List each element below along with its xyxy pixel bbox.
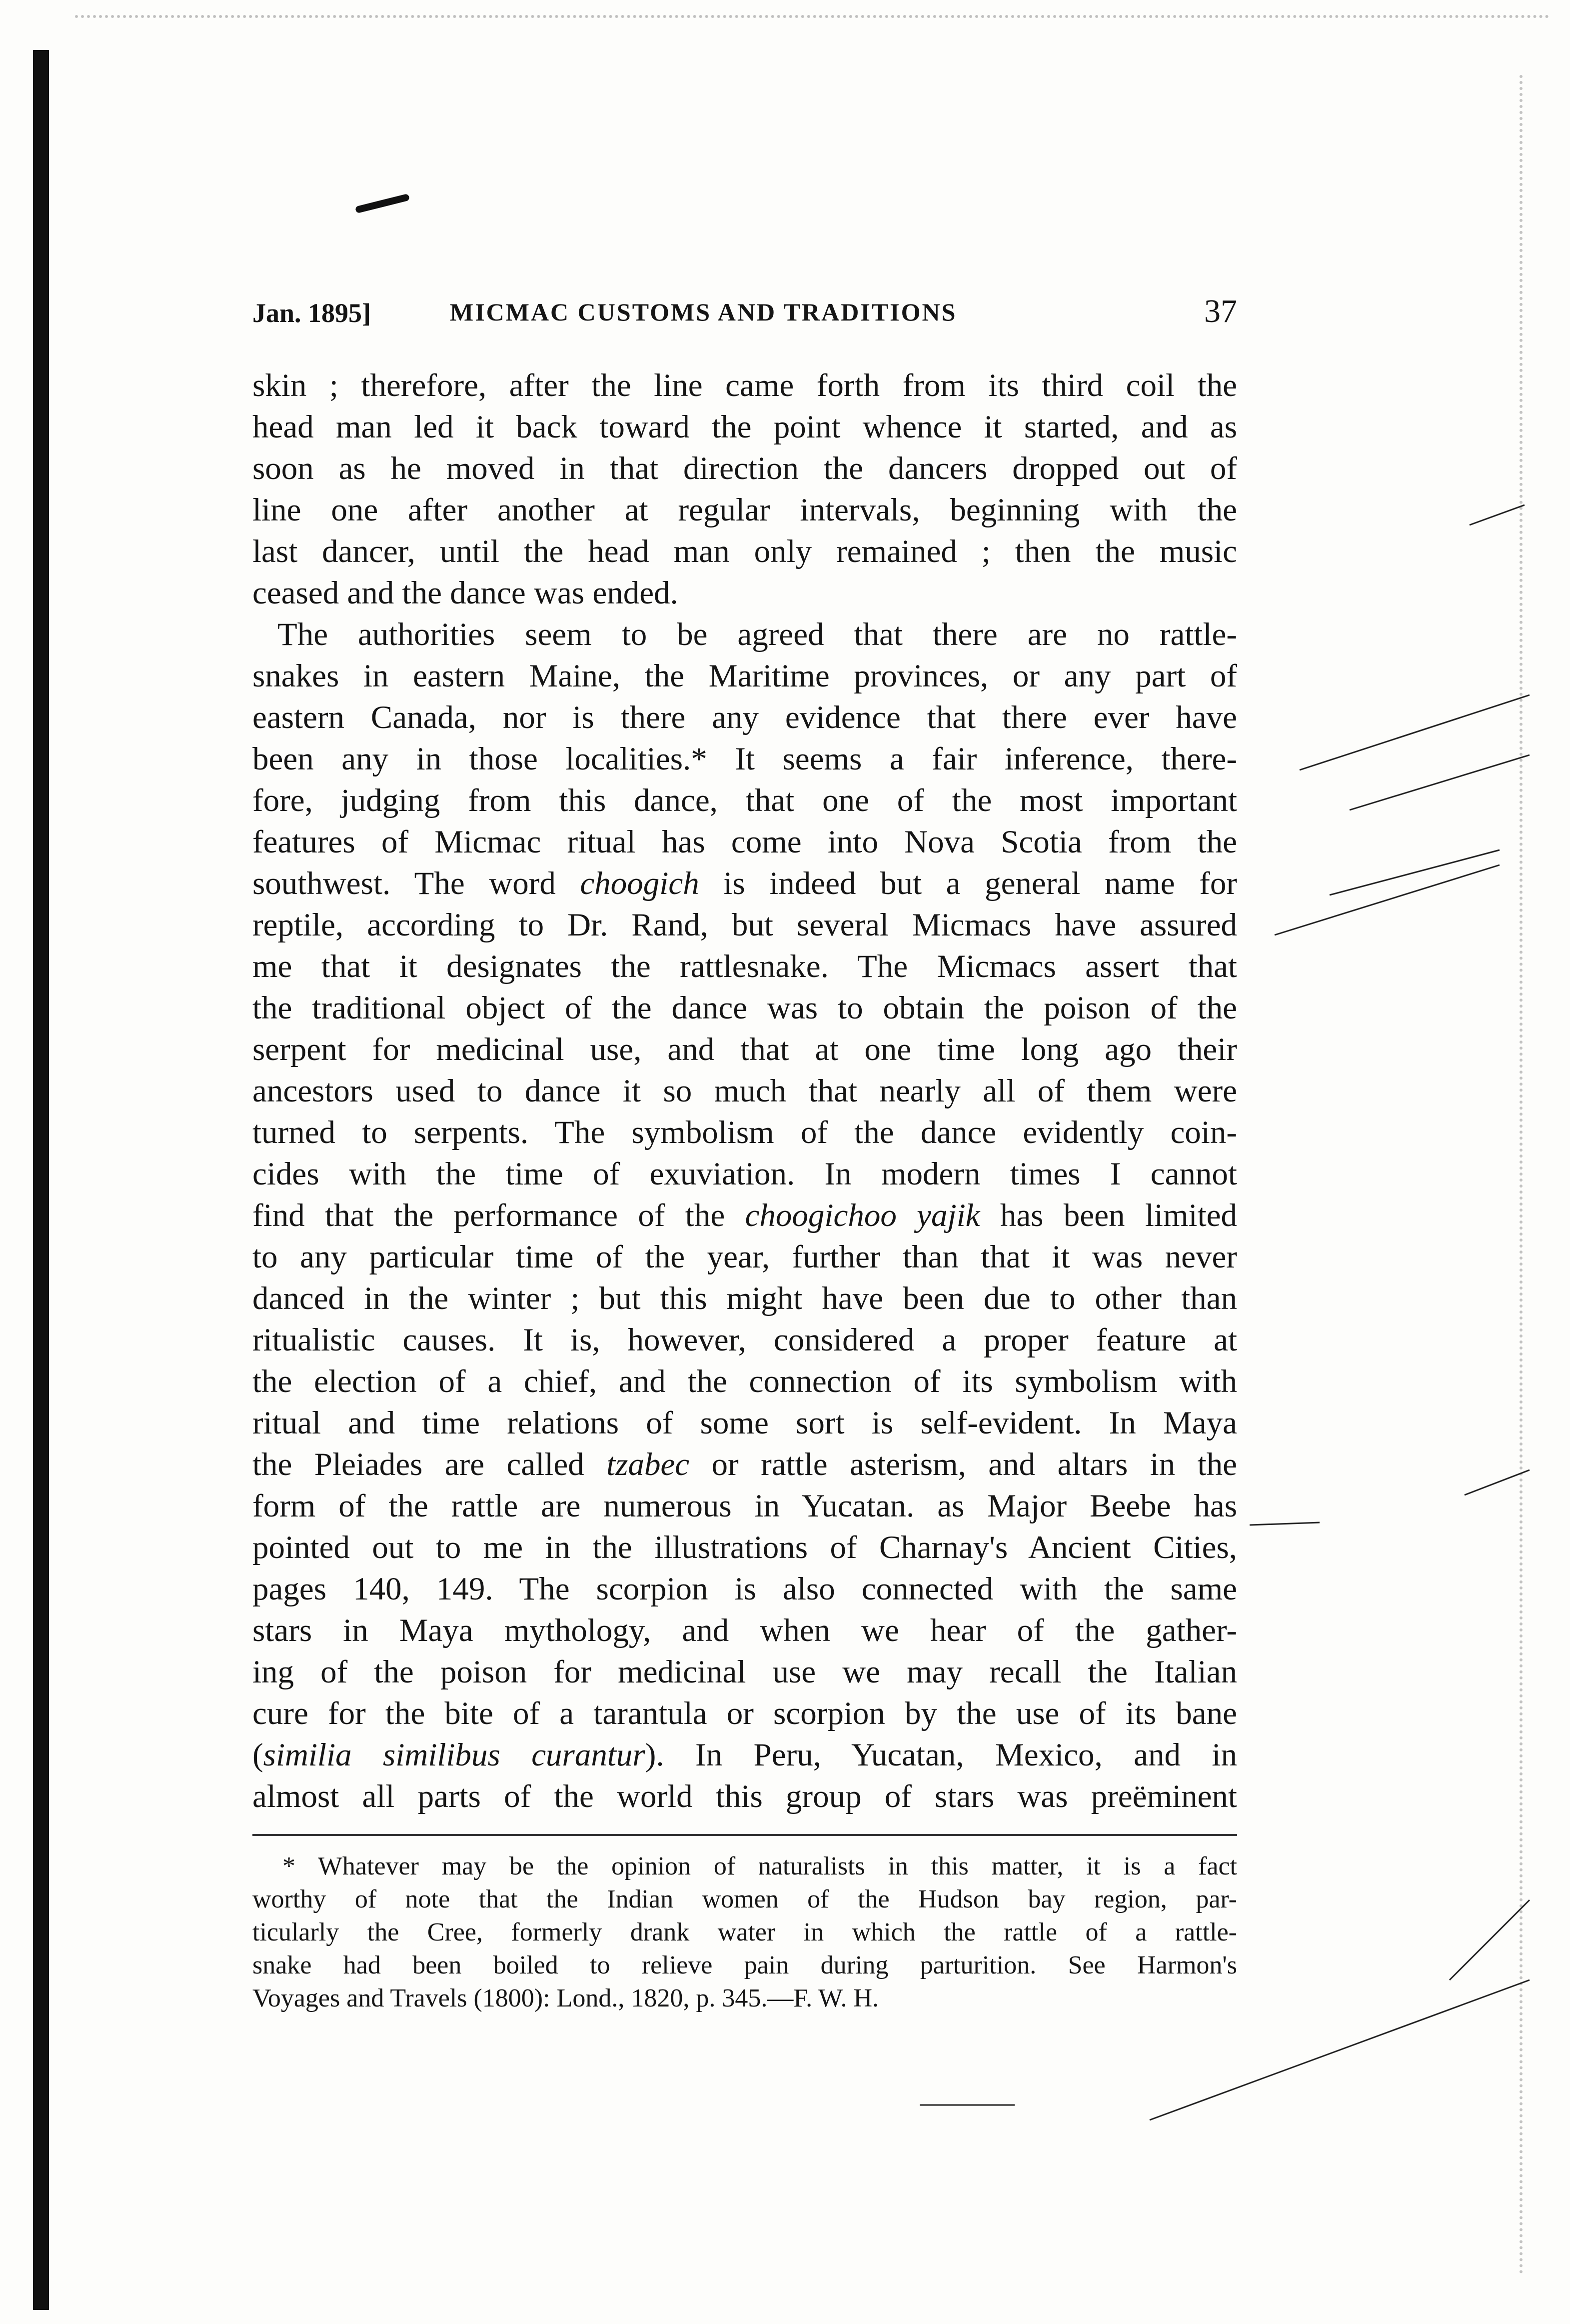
text-segment: fore, judging from this dance, that one of the most important [252, 782, 1237, 818]
body-line [252, 572, 1237, 614]
text-segment: features of Micmac ritual has come into Nova Scotia from the [252, 824, 1237, 860]
footnote-line: ticularly the Cree, formerly drank water in which the rattle of a rattle- [252, 1918, 1237, 1946]
body-line [252, 822, 1237, 863]
body-line [252, 697, 1237, 738]
body-line [252, 1652, 1237, 1693]
body-line [252, 1278, 1237, 1320]
body-line [252, 863, 1237, 904]
text-segment: the Pleiades are called [252, 1446, 607, 1482]
binding-edge [33, 50, 49, 2310]
body-line [252, 988, 1237, 1029]
text-segment: form of the rattle are numerous in Yucatan. as Major Beebe has [252, 1488, 1237, 1524]
text-segment: ancestors used to dance it so much that nearly all of them were [252, 1073, 1237, 1109]
margin-mark [1250, 1522, 1320, 1525]
body-line [252, 406, 1237, 448]
footnote-line: worthy of note that the Indian women of the Hudson bay region, par- [252, 1885, 1237, 1914]
body-line [252, 490, 1237, 531]
text-segment: head man led it back toward the point whence it started, and as [252, 409, 1237, 445]
body-line [252, 1154, 1237, 1195]
text-segment: to any particular time of the year, further than that it was never [252, 1239, 1237, 1275]
text-segment: skin ; therefore, after the line came forth from its third coil the [252, 368, 1237, 404]
text-segment: been any in those localities.* It seems a fair inference, there- [252, 741, 1237, 777]
body-line [252, 1402, 1237, 1444]
running-head [252, 292, 1237, 332]
text-segment: cure for the bite of a tarantula or scorpion by the use of its bane [252, 1696, 1237, 1732]
margin-mark [1275, 865, 1500, 935]
italic-term: tzabec [606, 1446, 690, 1482]
text-segment: almost all parts of the world this group of stars was preëminent [252, 1778, 1237, 1814]
body-line [252, 1112, 1237, 1154]
text-segment: line one after another at regular intervals, beginning with the [252, 492, 1237, 528]
running-head-title: MICMAC CUSTOMS AND TRADITIONS [450, 298, 957, 326]
margin-mark [1470, 505, 1525, 525]
body-line [252, 1320, 1237, 1361]
body-line [252, 614, 1237, 656]
footnote-line: snake had been boiled to relieve pain during parturition. See Harmon's [252, 1951, 1237, 1980]
text-segment: ritual and time relations of some sort is self-evident. In Maya [252, 1405, 1237, 1441]
text-segment: stars in Maya mythology, and when we hear of the gather- [252, 1612, 1237, 1648]
body-line [252, 1776, 1237, 1818]
text-segment: the traditional object of the dance was to obtain the poison of the [252, 990, 1237, 1026]
body-line [252, 946, 1237, 988]
body-line [252, 1195, 1237, 1236]
text-segment: soon as he moved in that direction the dancers dropped out of [252, 450, 1237, 486]
text-segment: ( [252, 1737, 263, 1773]
body-line [252, 1236, 1237, 1278]
text-segment: last dancer, until the head man only remained ; then the music [252, 534, 1237, 570]
footnote-rule [252, 1834, 1237, 1836]
body-line [252, 1029, 1237, 1070]
stray-ink-mark [355, 194, 410, 214]
text-segment: southwest. The word [252, 866, 580, 902]
text-segment: the election of a chief, and the connection of its symbolism with [252, 1364, 1237, 1400]
body-line [252, 1734, 1237, 1776]
text-segment: eastern Canada, nor is there any evidence that there ever have [252, 700, 1237, 736]
text-segment: ritualistic causes. It is, however, considered a proper feature at [252, 1322, 1237, 1358]
text-segment: serpent for medicinal use, and that at one time long ago their [252, 1032, 1237, 1068]
text-segment: snakes in eastern Maine, the Maritime provinces, or any part of [252, 658, 1237, 694]
footnote-line: Voyages and Travels (1800): Lond., 1820, p. 345.—F. W. H. [252, 1984, 879, 2012]
text-segment: pages 140, 149. The scorpion is also connected with the same [252, 1571, 1237, 1607]
text-segment: ). In Peru, Yucatan, Mexico, and in [645, 1737, 1237, 1773]
margin-mark [1450, 1900, 1530, 1980]
text-segment: reptile, according to Dr. Rand, but several Micmacs have assured [252, 907, 1237, 943]
text-segment: has been limited [980, 1198, 1237, 1234]
footnote [252, 1850, 1237, 2015]
scan-noise-top [75, 15, 1550, 38]
body-line [252, 1361, 1237, 1402]
body-line [252, 780, 1237, 822]
body-line [252, 448, 1237, 490]
italic-term: choogich [580, 866, 699, 902]
body-line [252, 1693, 1237, 1734]
body-text [252, 365, 1237, 1818]
body-line [252, 1610, 1237, 1652]
body-line [252, 365, 1237, 406]
text-segment: ing of the poison for medicinal use we may recall the Italian [252, 1654, 1237, 1690]
running-head-date: Jan. 1895] [252, 298, 371, 328]
body-line [252, 1070, 1237, 1112]
body-line [252, 1444, 1237, 1486]
body-line [252, 656, 1237, 697]
text-segment: ceased and the dance was ended. [252, 575, 678, 611]
body-line [252, 738, 1237, 780]
italic-term: choogichoo yajik [745, 1198, 980, 1234]
text-segment: turned to serpents. The symbolism of the dance evidently coin- [252, 1114, 1237, 1150]
margin-mark [1330, 850, 1500, 895]
text-segment: The authorities seem to be agreed that there are no rattle- [277, 616, 1237, 652]
body-line [252, 1486, 1237, 1527]
italic-term: similia similibus curantur [263, 1737, 645, 1773]
text-segment: pointed out to me in the illustrations of Charnay's Ancient Cities, [252, 1530, 1237, 1566]
page-number: 37 [1204, 293, 1237, 330]
body-line [252, 531, 1237, 572]
text-segment: is indeed but a general name for [699, 866, 1238, 902]
text-segment: danced in the winter ; but this might have been due to other than [252, 1280, 1237, 1316]
body-line [252, 904, 1237, 946]
body-line [252, 1527, 1237, 1568]
margin-mark [1350, 755, 1530, 810]
text-segment: or rattle asterism, and altars in the [689, 1446, 1237, 1482]
scan-noise-right-edge [1520, 75, 1543, 2275]
text-segment: find that the performance of the [252, 1198, 745, 1234]
margin-mark [1300, 695, 1530, 770]
text-segment: cides with the time of exuviation. In modern times I cannot [252, 1156, 1237, 1192]
text-segment: me that it designates the rattlesnake. The Micmacs assert that [252, 948, 1237, 984]
footnote-line: * Whatever may be the opinion of naturalists in this matter, it is a fact [282, 1852, 1237, 1880]
body-line [252, 1568, 1237, 1610]
